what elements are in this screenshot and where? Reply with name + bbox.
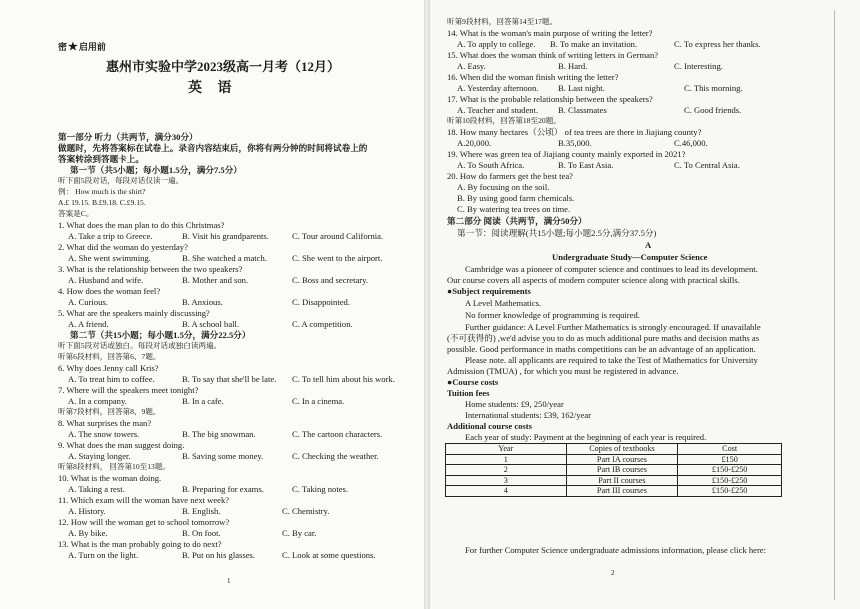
q16-option-c: C. This morning. <box>684 83 743 93</box>
table-header-year: Year <box>446 444 567 455</box>
reading-section-heading: 第一节：阅读理解(共15小题;每小题2.5分,满分37.5分) <box>457 228 657 238</box>
q10-option-a: A. Taking a rest. <box>68 484 125 494</box>
international-students-fee: International students: £39, 162/year <box>465 410 592 420</box>
section1-note: 听下面5段对话，每段对话仅读一遍。 <box>58 176 184 185</box>
table-cell-textbooks: Part II courses <box>566 475 678 486</box>
question-12: 12. How will the woman get to school tomorrow? <box>58 517 230 527</box>
material-7-note: 听第7段材料，回答第8、9题。 <box>58 407 161 416</box>
q10-option-c: C. Taking notes. <box>292 484 349 494</box>
table-cell-year: 2 <box>446 465 567 476</box>
q13-option-c: C. Look at some questions. <box>282 550 376 560</box>
q13-option-b: B. Put on his glasses. <box>182 550 256 560</box>
q15-option-b: B. Hard. <box>558 61 588 71</box>
question-4: 4. How does the woman feel? <box>58 286 161 296</box>
table-row <box>446 475 782 486</box>
q4-option-c: C. Disappointed. <box>292 297 351 307</box>
part1-heading: 第一部分 听力（共两节，满分30分） <box>58 132 198 142</box>
instruction-line-2: 答案转涂到答题卡上。 <box>58 154 144 164</box>
further-info-line: For further Computer Science undergraduate admissions information, please click here: <box>465 545 767 555</box>
table-header-cost: Cost <box>678 444 782 455</box>
q7-option-c: C. In a cinema. <box>292 396 345 406</box>
q6-option-c: C. To tell him about his work. <box>292 374 395 384</box>
question-17: 17. What is the probable relationship between the speakers? <box>447 94 653 104</box>
exam-page-right <box>430 0 860 609</box>
q15-option-c: C. Interesting. <box>674 61 723 71</box>
q12-option-b: B. On foot. <box>182 528 221 538</box>
table-cell-cost: £150-£250 <box>678 465 782 476</box>
example-answer: 答案是C。 <box>58 209 94 218</box>
table-cell-cost: £150 <box>678 454 782 465</box>
question-10: 10. What is the woman doing. <box>58 473 162 483</box>
exam-subject: 英 语 <box>188 81 238 96</box>
secret-label: 密 <box>58 42 68 52</box>
q2-option-a: A. She went swimming. <box>68 253 151 263</box>
q5-option-c: C. A competition. <box>292 319 353 329</box>
material-6-note: 听第6段材料，回答第6、7题。 <box>58 352 161 361</box>
example-options: A.£ 19.15. B.£9.18. C.£9.15. <box>58 198 146 207</box>
question-2: 2. What did the woman do yesterday? <box>58 242 188 252</box>
question-18: 18. How many hectares（公顷） of tea trees are there in Jiajiang county? <box>447 127 702 137</box>
q13-option-a: A. Turn on the light. <box>68 550 139 560</box>
material-9-note: 听第9段材料，回答第14至17题。 <box>447 17 558 26</box>
section2-heading: 第二节（共15小题；每小题1.5分，满分22.5分） <box>70 330 251 340</box>
secret-mark <box>58 42 106 52</box>
question-15: 15. What does the woman think of writing letters in German? <box>447 50 659 60</box>
passage-line-4: (不可获得的) ,we'd advise you to do as much additional pure maths and decision maths as <box>447 333 760 343</box>
section2-note: 听下面5段对话或独白。每段对话或独白读两遍。 <box>58 341 222 350</box>
passage-line-2: Our course covers all aspects of modern computer science along with practical skills. <box>447 275 740 285</box>
textbook-cost-table <box>445 443 782 497</box>
q14-option-a: A. To apply to college. <box>457 39 536 49</box>
q1-option-a: A. Take a trip to Greece. <box>68 231 153 241</box>
q14-option-b: B. To make an invitation. <box>550 39 638 49</box>
table-cell-textbooks: Part III courses <box>566 486 678 497</box>
question-13: 13. What is the man probably going to do next? <box>58 539 222 549</box>
question-11: 11. Which exam will the woman have next week? <box>58 495 230 505</box>
tuition-fees-heading: Tuition fees <box>447 388 490 398</box>
q14-option-c: C. To express her thanks. <box>674 39 761 49</box>
question-8: 8. What surprises the man? <box>58 418 152 428</box>
q11-option-a: A. History. <box>68 506 106 516</box>
q18-option-a: A.20,000. <box>457 138 492 148</box>
q20-option-c: C. By watering tea trees on time. <box>457 204 571 214</box>
q8-option-c: C. The cartoon characters. <box>292 429 383 439</box>
q18-option-c: C.46,000. <box>674 138 708 148</box>
question-5: 5. What are the speakers mainly discussing? <box>58 308 210 318</box>
passage-line-5: possible. Good performance in maths competitions can be an advantage of an application. <box>447 344 756 354</box>
q9-option-a: A. Staying longer. <box>68 451 131 461</box>
q11-option-b: B. English. <box>182 506 221 516</box>
passage-title: Undergraduate Study—Computer Science <box>552 252 708 262</box>
q4-option-a: A. Curious. <box>68 297 108 307</box>
question-1: 1. What does the man plan to do this Christmas? <box>58 220 225 230</box>
q19-option-c: C. To Central Asia. <box>674 160 740 170</box>
q2-option-b: B. She watched a match. <box>182 253 267 263</box>
q19-option-a: A. To South Africa. <box>457 160 525 170</box>
table-header-row <box>446 444 782 455</box>
q12-option-c: C. By car. <box>282 528 317 538</box>
q19-option-b: B. To East Asia. <box>558 160 614 170</box>
table-row <box>446 465 782 476</box>
table-cell-year: 4 <box>446 486 567 497</box>
q7-option-b: B. In a cafe. <box>182 396 224 406</box>
each-year-note: Each year of study: Payment at the beginning of each year is required. <box>465 432 707 442</box>
question-6: 6. Why does Jenny call Kris? <box>58 363 159 373</box>
q16-option-b: B. Last night. <box>558 83 605 93</box>
q18-option-b: B.35,000. <box>558 138 592 148</box>
q6-option-b: B. To say that she'll be late. <box>182 374 277 384</box>
q3-option-c: C. Boss and secretary. <box>292 275 369 285</box>
exam-title: 惠州市实验中学2023级高一月考（12月） <box>106 59 341 74</box>
question-20: 20. How do farmers get the best tea? <box>447 171 573 181</box>
exam-page-left <box>0 0 424 609</box>
q2-option-c: C. She went to the airport. <box>292 253 383 263</box>
q17-option-a: A. Teacher and student. <box>457 105 539 115</box>
question-9: 9. What does the man suggest doing. <box>58 440 185 450</box>
q3-option-b: B. Mother and son. <box>182 275 249 285</box>
q17-option-b: B. Classmates <box>558 105 607 115</box>
q17-option-c: C. Good friends. <box>684 105 742 115</box>
q11-option-c: C. Chemistry. <box>282 506 330 516</box>
q5-option-b: B. A school ball. <box>182 319 240 329</box>
q3-option-a: A. Husband and wife. <box>68 275 144 285</box>
q10-option-b: B. Preparing for exams. <box>182 484 264 494</box>
table-cell-cost: £150-£250 <box>678 475 782 486</box>
q1-option-c: C. Tour around California. <box>292 231 384 241</box>
page-number-1: 1 <box>227 577 231 585</box>
table-row <box>446 454 782 465</box>
q4-option-b: B. Anxious. <box>182 297 223 307</box>
q1-option-b: B. Visit his grandparents. <box>182 231 269 241</box>
instruction-line-1: 做题时，先将答案标在试卷上。录音内容结束后，你将有两分钟的时间将试卷上的 <box>58 143 368 153</box>
q8-option-b: B. The big snowman. <box>182 429 256 439</box>
q9-option-c: C. Checking the weather. <box>292 451 379 461</box>
binding-edge <box>826 10 835 600</box>
example-question: 例： How much is the shirt? <box>58 187 146 196</box>
requirement-1: A Level Mathematics. <box>465 298 542 308</box>
subject-requirements-heading: ●Subject requirements <box>447 286 531 296</box>
table-cell-textbooks: Part IB courses <box>566 465 678 476</box>
section1-heading: 第一节（共5小题；每小题1.5分，满分7.5分） <box>70 165 242 175</box>
material-10-note: 听第10段材料，回答第18至20题。 <box>447 116 561 125</box>
requirement-2: No former knowledge of programming is required. <box>465 310 640 320</box>
q12-option-a: A. By bike. <box>68 528 108 538</box>
page-number-2: 2 <box>611 569 615 577</box>
passage-line-3: Further guidance: A Level Further Mathematics is strongly encouraged. If unavailable <box>465 322 761 332</box>
table-header-textbooks: Copies of textbooks <box>566 444 678 455</box>
additional-costs-heading: Additional course costs <box>447 421 532 431</box>
home-students-fee: Home students: £9, 250/year <box>465 399 564 409</box>
question-16: 16. When did the woman finish writing the letter? <box>447 72 619 82</box>
passage-line-7: Admission (TMUA) , for which you must be registered in advance. <box>447 366 679 376</box>
course-costs-heading: ●Course costs <box>447 377 499 387</box>
part2-heading: 第二部分 阅读（共两节，满分50分） <box>447 216 587 226</box>
q9-option-b: B. Saving some money. <box>182 451 264 461</box>
q6-option-a: A. To treat him to coffee. <box>68 374 155 384</box>
table-cell-year: 3 <box>446 475 567 486</box>
secret-suffix: 启用前 <box>78 42 106 52</box>
question-14: 14. What is the woman's main purpose of writing the letter? <box>447 28 653 38</box>
table-cell-cost: £150-£250 <box>678 486 782 497</box>
q5-option-a: A. A friend. <box>68 319 109 329</box>
material-8-note: 听第8段材料， 回答第10至13题。 <box>58 462 171 471</box>
passage-line-1: Cambridge was a pioneer of computer science and continues to lead its development. <box>465 264 758 274</box>
star-icon: ★ <box>68 41 78 53</box>
passage-line-6: Please note. all applicants are required to take the Test of Mathematics for University <box>465 355 758 365</box>
q7-option-a: A. In a company. <box>68 396 127 406</box>
q20-option-b: B. By using good farm chemicals. <box>457 193 575 203</box>
q16-option-a: A. Yesterday afternoon. <box>457 83 539 93</box>
passage-letter: A <box>645 240 652 250</box>
q15-option-a: A. Easy. <box>457 61 486 71</box>
table-row <box>446 486 782 497</box>
question-3: 3. What is the relationship between the two speakers? <box>58 264 243 274</box>
q8-option-a: A. The snow towers. <box>68 429 140 439</box>
table-cell-textbooks: Part IA courses <box>566 454 678 465</box>
table-cell-year: 1 <box>446 454 567 465</box>
q20-option-a: A. By focusing on the soil. <box>457 182 550 192</box>
question-19: 19. Where was green tea of Jiajiang county mainly exported in 2021? <box>447 149 686 159</box>
question-7: 7. Where will the speakers meet tonight? <box>58 385 199 395</box>
